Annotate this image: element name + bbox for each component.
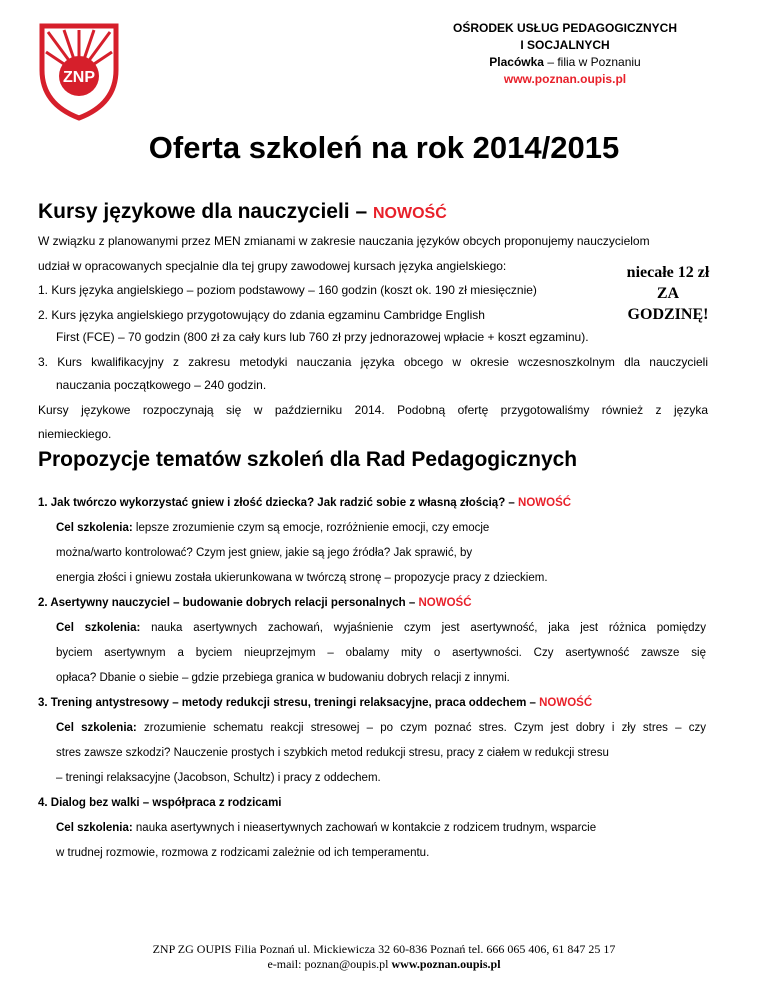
znp-logo: [36, 12, 122, 122]
goal-label: Cel szkolenia:: [56, 722, 137, 734]
promo-line2: ZA: [656, 285, 680, 302]
goal-label: Cel szkolenia:: [56, 622, 141, 634]
new-badge: NOWOŚĆ: [418, 597, 472, 609]
topic-title-text: 1. Jak twórczo wykorzystać gniew i złość dziecka? Jak radzić sobie z własną złością? –: [38, 497, 519, 509]
new-badge: NOWOŚĆ: [539, 697, 593, 709]
topic-3-line2: stres zawsze szkodzi? Nauczenie prostych i szybkich metod redukcji stresu, pracy z ciałem w redukcji stresu: [56, 747, 609, 759]
page-title: Oferta szkoleń na rok 2014/2015: [148, 130, 620, 165]
topic-text: nauka asertywnych i nieasertywnych zachowań w kontakcie z rodzicem trudnym, wsparcie: [132, 822, 597, 834]
footer: [0, 942, 768, 972]
promo-line3: GODZINĘ!: [627, 306, 709, 323]
intro-line2: udział w opracowanych specjalnie dla tej grupy zawodowej kursach języka angielskiego:: [38, 259, 507, 273]
topic-title-text: 3. Trening antystresowy – metody redukcji stresu, treningi relaksacyjne, praca oddechem –: [38, 697, 540, 709]
topic-text: nauka asertywnych zachowań, wyjaśnienie czym jest asertywność, jaka jest różnica pomiędzy: [140, 622, 706, 634]
course-item-3: 3. Kurs kwalifikacyjny z zakresu metodyki nauczania języka obcego w okresie wczesnoszkolnym dla nauczycieli: [38, 355, 708, 369]
footer-website-link[interactable]: www.poznan.oupis.pl: [391, 957, 501, 971]
topic-4-line2: w trudnej rozmowie, rozmowa z rodzicami zależnie od ich temperamentu.: [56, 847, 430, 859]
new-badge: NOWOŚĆ: [373, 205, 447, 222]
goal-label: Cel szkolenia:: [56, 822, 133, 834]
new-badge: NOWOŚĆ: [518, 497, 572, 509]
org-name-line2: I SOCJALNYCH: [520, 38, 610, 52]
course-item-3-cont: nauczania początkowego – 240 godzin.: [56, 378, 267, 392]
closing-line1: Kursy językowe rozpoczynają się w październiku 2014. Podobną ofertę przygotowaliśmy również z języka: [38, 403, 708, 417]
course-item-1: 1. Kurs języka angielskiego – poziom podstawowy – 160 godzin (koszt ok. 190 zł miesięcznie): [38, 283, 537, 297]
topic-4-title: 4. Dialog bez walki – współpraca z rodzicami: [38, 797, 282, 809]
placowka-rest: – filia w Poznaniu: [543, 55, 641, 69]
course-item-2-cont: First (FCE) – 70 godzin (800 zł za cały kurs lub 760 zł przy jednorazowej wpłacie + koszt egzaminu).: [56, 330, 589, 344]
promo-line1: niecałe 12 zł: [626, 264, 710, 281]
topic-2-line1: [56, 621, 706, 636]
closing-line2: niemieckiego.: [38, 427, 112, 441]
footer-address: ZNP ZG OUPIS Filia Poznań ul. Mickiewicza 32 60-836 Poznań tel. 666 065 406, 61 847 25 17: [152, 942, 616, 956]
section1-heading-text: Kursy językowe dla nauczycieli –: [38, 200, 373, 223]
section-training-topics-heading: Propozycje tematów szkoleń dla Rad Pedagogicznych: [38, 448, 578, 471]
org-name-line1: OŚRODEK USŁUG PEDAGOGICZNYCH: [452, 21, 677, 35]
price-promo: [618, 262, 718, 325]
org-header: [440, 20, 690, 88]
placowka-label: Placówka: [489, 55, 544, 69]
course-item-2: 2. Kurs języka angielskiego przygotowujący do zdania egzaminu Cambridge English: [38, 308, 485, 322]
logo-text: ZNP: [63, 69, 95, 86]
topic-3-line3: – treningi relaksacyjne (Jacobson, Schultz) i pracy z oddechem.: [56, 772, 381, 784]
topic-1-title: [38, 496, 718, 511]
topic-title-text: 2. Asertywny nauczyciel – budowanie dobrych relacji personalnych –: [38, 597, 419, 609]
topic-2-title: [38, 596, 718, 611]
topic-text: lepsze zrozumienie czym są emocje, rozróżnienie emocji, czy emocje: [132, 522, 490, 534]
topic-2-line3: opłaca? Dbanie o siebie – gdzie przebiega granica w budowaniu dobrych relacji z innymi.: [56, 672, 510, 684]
header-website-link[interactable]: www.poznan.oupis.pl: [503, 72, 627, 86]
intro-line1: W związku z planowanymi przez MEN zmianami w zakresie nauczania języków obcych proponujemy nauczycielom: [38, 234, 650, 248]
topic-4-line1: [56, 821, 706, 836]
section-language-courses-heading: [38, 200, 447, 224]
footer-email: e-mail: poznan@oupis.pl: [267, 957, 392, 971]
topic-1-line2: można/warto kontrolować? Czym jest gniew, jakie są jego źródła? Jak sprawić, by: [56, 547, 473, 559]
goal-label: Cel szkolenia:: [56, 522, 133, 534]
topic-1-line3: energia złości i gniewu została ukierunkowana w twórczą stronę – propozycje pracy z dzieckiem.: [56, 572, 548, 584]
topic-1-line1: [56, 521, 706, 536]
topic-text: zrozumienie schematu reakcji stresowej – po czym poznać stres. Czym jest dobry i zły stres – czy: [136, 722, 706, 734]
topic-3-title: [38, 696, 718, 711]
topic-3-line1: [56, 721, 706, 736]
topic-2-line2: byciem asertywnym a byciem nieuprzejmym – obalamy mity o asertywności. Czy asertywność zawsze się: [56, 647, 706, 659]
